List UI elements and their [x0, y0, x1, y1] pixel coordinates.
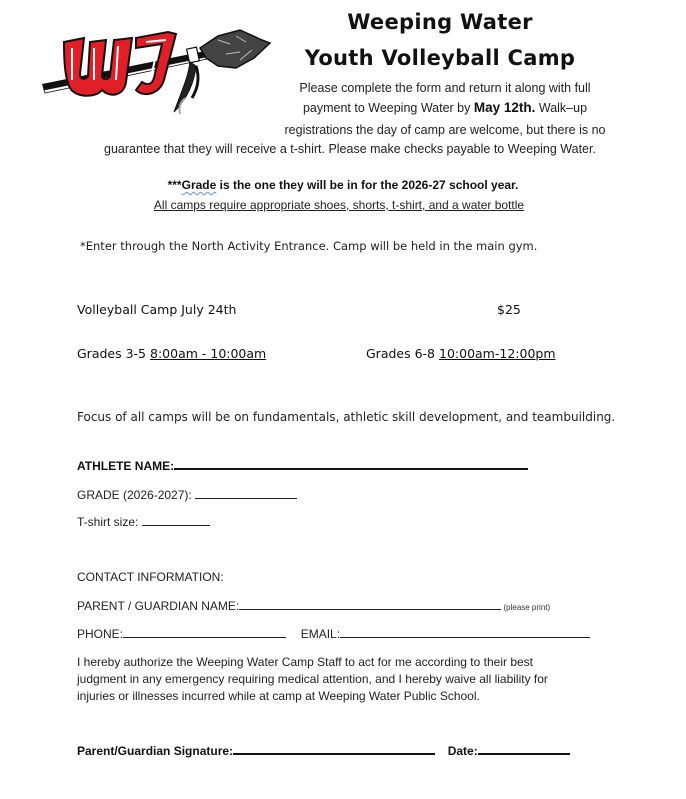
- date-label: Date:: [447, 744, 478, 758]
- parent-name-hint: (please print): [501, 603, 551, 612]
- logo: [40, 18, 280, 118]
- waiver-line3: injuries or illnesses incurred while at camp at Weeping Water Public School.: [77, 689, 480, 703]
- athlete-name-field[interactable]: [174, 458, 528, 470]
- grade-row: [77, 487, 297, 502]
- email-label: EMAIL:: [300, 627, 341, 641]
- parent-name-field[interactable]: [239, 598, 501, 610]
- session-time: 10:00am-12:00pm: [439, 346, 556, 361]
- grade-field[interactable]: [195, 487, 297, 499]
- phone-email-row: [77, 626, 590, 641]
- athlete-name-row: [77, 458, 528, 473]
- page-title-line1: Weeping Water: [347, 10, 533, 34]
- grade-label: GRADE (2026-2027):: [77, 488, 196, 502]
- grade-note-prefix: ***: [167, 178, 182, 192]
- spear-logo-icon: [40, 18, 280, 118]
- camp-focus: Focus of all camps will be on fundamentals, athletic skill development, and teambuilding.: [77, 410, 616, 424]
- session-grades-6-8: [366, 346, 556, 361]
- tshirt-row: [77, 514, 210, 529]
- intro-line4: guarantee that they will receive a t-shirt. Please make checks payable to Weeping Water.: [104, 142, 596, 156]
- tshirt-size-field[interactable]: [142, 514, 210, 526]
- session-grades: Grades 3-5: [77, 346, 150, 361]
- session-grades-3-5: [77, 346, 266, 361]
- tshirt-label: T-shirt size:: [77, 515, 142, 529]
- grade-note-word: Grade: [181, 178, 217, 192]
- phone-field[interactable]: [123, 626, 286, 638]
- email-field[interactable]: [340, 626, 590, 638]
- waiver-line1: I hereby authorize the Weeping Water Camp Staff to act for me according to their best: [77, 655, 534, 669]
- camp-name: Volleyball Camp July 24th: [77, 302, 237, 317]
- signature-field[interactable]: [233, 743, 435, 755]
- athlete-name-label: ATHLETE NAME:: [77, 459, 175, 473]
- intro-line3: registrations the day of camp are welcome, but there is no: [284, 123, 606, 137]
- signature-row: [77, 743, 570, 758]
- parent-name-row: [77, 598, 550, 613]
- contact-heading: CONTACT INFORMATION:: [77, 570, 224, 584]
- phone-label: PHONE:: [77, 627, 124, 641]
- session-grades: Grades 6-8: [366, 346, 439, 361]
- parent-name-label: PARENT / GUARDIAN NAME:: [77, 599, 240, 613]
- grade-note-rest: is the one they will be in for the 2026-27 school year.: [216, 178, 519, 192]
- signature-label: Parent/Guardian Signature:: [77, 744, 234, 758]
- page-title-line2: Youth Volleyball Camp: [304, 46, 576, 70]
- intro-line1: Please complete the form and return it along with full: [299, 81, 591, 95]
- entrance-note: *Enter through the North Activity Entrance. Camp will be held in the main gym.: [80, 239, 538, 253]
- intro-line2-pre: payment to Weeping Water by: [302, 101, 474, 115]
- grade-note: [0, 178, 686, 192]
- waiver-text: [77, 654, 548, 705]
- waiver-line2: judgment in any emergency requiring medical attention, and I hereby waive all liability for: [77, 672, 548, 686]
- intro-line2: [270, 98, 620, 118]
- deadline-date: May 12th.: [473, 100, 536, 115]
- date-field[interactable]: [478, 743, 570, 755]
- intro-line2-post: Walk–up: [535, 101, 588, 115]
- session-time: 8:00am - 10:00am: [150, 346, 267, 361]
- requirements-note: All camps require appropriate shoes, shorts, t-shirt, and a water bottle: [153, 198, 525, 212]
- camp-price: $25: [497, 302, 521, 317]
